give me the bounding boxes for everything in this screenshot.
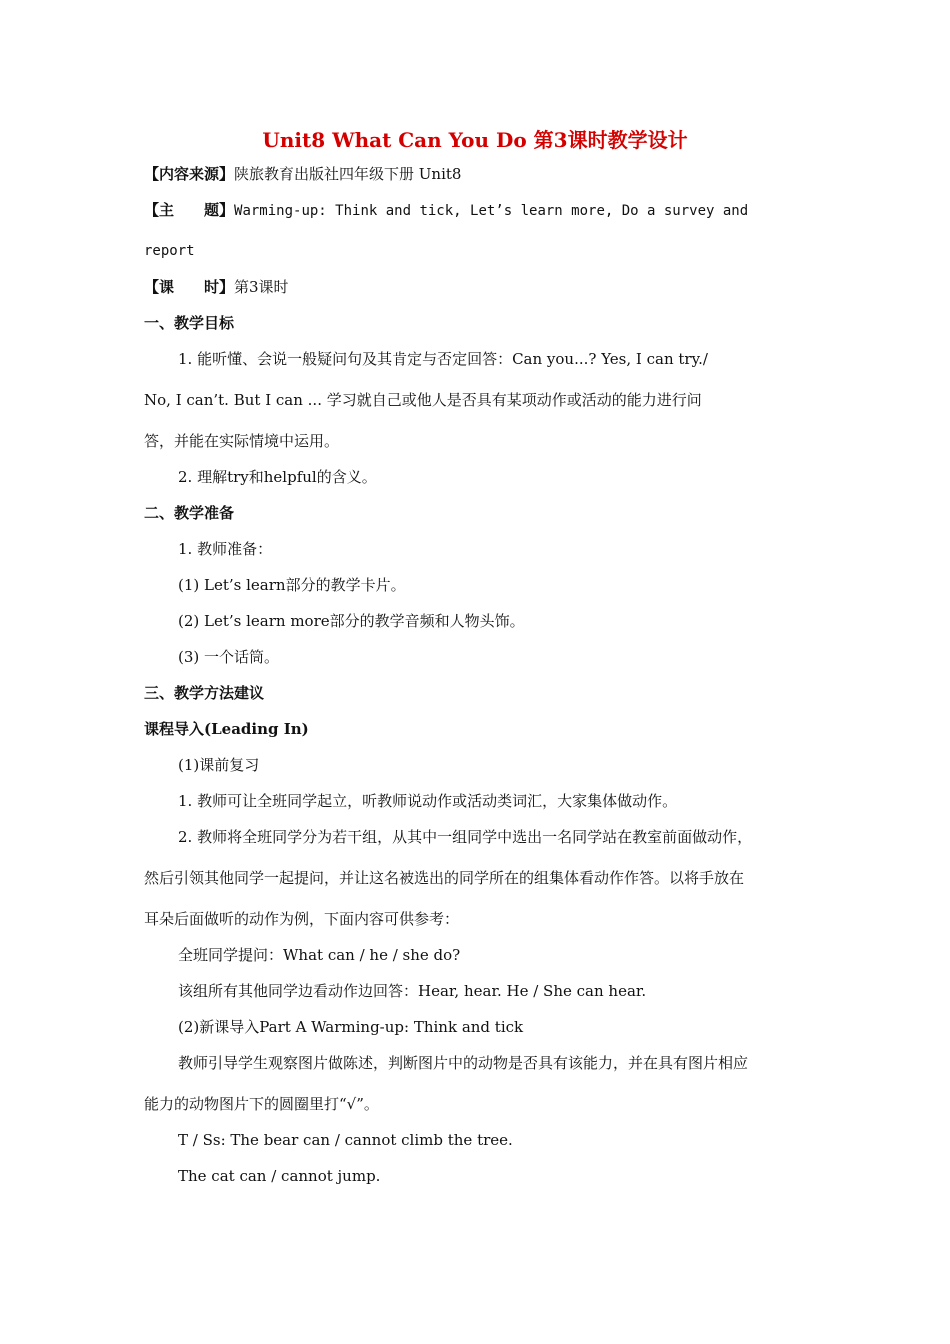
preparation-1: 1. 教师准备： bbox=[178, 540, 273, 558]
review-heading: (1)课前复习 bbox=[178, 756, 260, 774]
step-2-line-a: 2. 教师将全班同学分为若干组，从其中一组同学中选出一名同学站在教室前面做动作， bbox=[178, 828, 753, 846]
objective-1-line-a: 1. 能听懂、会说一般疑问句及其肯定与否定回答：Can you...? Yes, I can try./ bbox=[178, 350, 708, 368]
topic-value-continued: report bbox=[144, 243, 195, 259]
example-sentence-2: The cat can / cannot jump. bbox=[178, 1167, 381, 1185]
preparation-sub-3: (3) 一个话筒。 bbox=[178, 648, 280, 666]
section-heading-methods: 三、教学方法建议 bbox=[144, 684, 265, 702]
period-label: 【课 时】 bbox=[144, 278, 235, 296]
period-line bbox=[144, 277, 289, 297]
source-line bbox=[144, 164, 461, 184]
leading-in-heading: 课程导入(Leading In) bbox=[144, 720, 309, 738]
section-heading-objectives: 一、教学目标 bbox=[144, 314, 235, 332]
step-1: 1. 教师可让全班同学起立，听教师说动作或活动类词汇，大家集体做动作。 bbox=[178, 792, 678, 810]
example-sentence-1: T / Ss: The bear can / cannot climb the tree. bbox=[178, 1131, 513, 1149]
class-question: 全班同学提问：What can / he / she do? bbox=[178, 946, 461, 964]
topic-label: 【主 题】 bbox=[144, 201, 235, 219]
objective-1-line-b: No, I can’t. But I can ... 学习就自己或他人是否具有某项动作或活动的能力进行问 bbox=[144, 391, 702, 409]
source-label: 【内容来源】 bbox=[144, 165, 235, 183]
objective-1-line-c: 答，并能在实际情境中运用。 bbox=[144, 432, 340, 450]
topic-value: Warming-up: Think and tick, Let’s learn more, Do a survey and bbox=[234, 203, 749, 219]
step-2-line-b: 然后引领其他同学一起提问，并让这名被选出的同学所在的组集体看动作作答。以将手放在 bbox=[144, 869, 745, 887]
guide-line-a: 教师引导学生观察图片做陈述，判断图片中的动物是否具有该能力，并在具有图片相应 bbox=[178, 1054, 749, 1072]
period-value: 第3课时 bbox=[234, 278, 289, 296]
document-title: Unit8 What Can You Do 第3课时教学设计 bbox=[262, 128, 688, 152]
section-heading-preparation: 二、教学准备 bbox=[144, 504, 235, 522]
source-value: 陕旅教育出版社四年级下册 Unit8 bbox=[234, 165, 462, 183]
preparation-sub-1: (1) Let’s learn部分的教学卡片。 bbox=[178, 576, 406, 594]
group-answer: 该组所有其他同学边看动作边回答：Hear, hear. He / She can hear. bbox=[178, 982, 647, 1000]
guide-line-b: 能力的动物图片下的圆圈里打“√”。 bbox=[144, 1095, 379, 1113]
objective-2: 2. 理解try和helpful的含义。 bbox=[178, 468, 377, 486]
new-lesson-heading: (2)新课导入Part A Warming-up: Think and tick bbox=[178, 1018, 524, 1036]
preparation-sub-2: (2) Let’s learn more部分的教学音频和人物头饰。 bbox=[178, 612, 525, 630]
topic-line bbox=[144, 200, 748, 221]
step-2-line-c: 耳朵后面做听的动作为例，下面内容可供参考： bbox=[144, 910, 460, 928]
